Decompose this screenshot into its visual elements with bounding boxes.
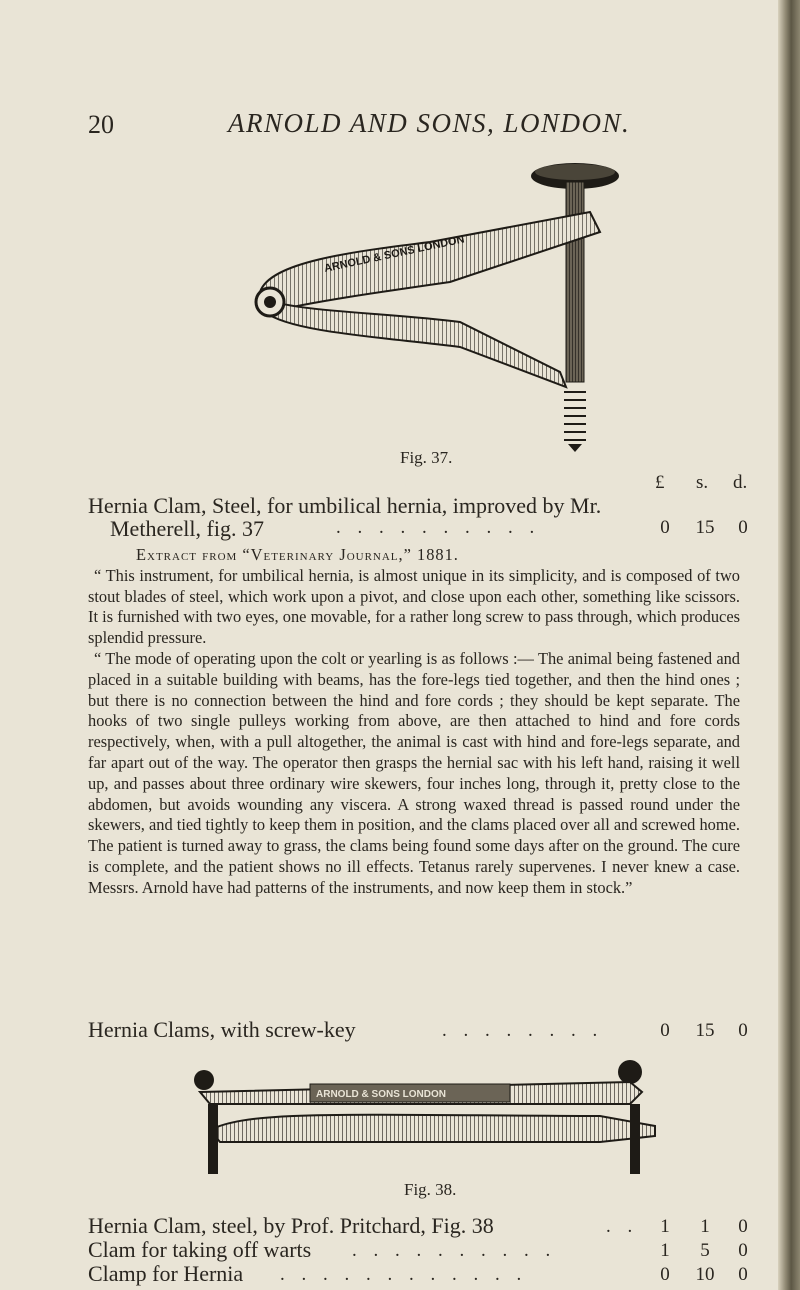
leader-dots: . . . . . . . . [442,1020,604,1041]
price-pence: 0 [738,517,748,538]
extract-heading: Extract from “Veterinary Journal,” 1881. [136,545,459,564]
running-header: ARNOLD AND SONS, LONDON. [228,108,631,138]
figure-37-engraving: ARNOLD & SONS LONDON [323,233,466,275]
leader-dots: . . . . . . . . . . . . [280,1264,528,1285]
price-shillings: 15 [695,1020,715,1041]
price-pence: 0 [738,1020,748,1041]
figure-37-hernia-clam-illustration [230,162,630,452]
item-clam-warts: Clam for taking off warts [88,1237,312,1262]
price-shillings: 5 [700,1240,710,1261]
currency-shillings-heading: s. [696,472,709,493]
item-pritchard-clam: Hernia Clam, steel, by Prof. Pritchard, Fig. 38 [88,1213,494,1238]
price-pounds: 0 [660,517,670,538]
extract-body [88,545,740,899]
price-pence: 0 [738,1240,748,1261]
figure-38-caption: Fig. 38. [404,1180,457,1199]
price-pence: 0 [738,1264,748,1285]
figure-38-pritchard-clam-illustration [190,1060,660,1180]
page-number: 20 [88,110,114,139]
price-pounds: 1 [660,1240,670,1261]
price-shillings: 10 [695,1264,715,1285]
price-pounds: 1 [660,1216,670,1237]
figure-38-engraving: ARNOLD & SONS LONDON [316,1089,446,1100]
currency-pounds-heading: £ [655,472,665,493]
extract-paragraph-2: “ The mode of operating upon the colt or yearling is as follows :— The animal being fastened and placed in a suitable building with beams, has the fore-legs tied together, and then the hind ones ; but there is no connection between the hind and fore cords ; they should be kept separate. The hooks of two single pulleys working from above, are then attached to hind and fore cords respectively, when, with a pull altogether, the animal is cast with hind and fore-legs separate, and far apart out of the way. The operator then grasps the hernial sac with his left hand, raising it well up, and passes about three ordinary wire skewers, four inches long, through it, pretty close to the abdomen, but avoids wounding any viscera. A strong waxed thread is passed round under the skewers, and tied tightly to keep them in position, and the clams placed over all and screwed home. The patient is turned away to grass, the clams being found some days after on the ground. The cure is complete, and the patient shows no ill effects. Tetanus rarely supervenes. I never knew a case. Messrs. Arnold have had patterns of the instruments, and now keep them in stock.” [88,648,740,897]
price-shillings: 1 [700,1216,710,1237]
leader-dots: . . [606,1216,639,1237]
item-hernia-clam-metherell-line1: Hernia Clam, Steel, for umbilical hernia, improved by Mr. [88,493,602,518]
item-clamp-hernia: Clamp for Hernia [88,1261,244,1286]
figure-37-caption: Fig. 37. [400,448,453,467]
price-shillings: 15 [695,517,715,538]
price-pounds: 0 [660,1020,670,1041]
leader-dots: . . . . . . . . . . [352,1240,557,1261]
price-pounds: 0 [660,1264,670,1285]
item-hernia-clams-screw-key: Hernia Clams, with screw-key [88,1017,356,1042]
leader-dots: . . . . . . . . . . [336,517,541,538]
extract-paragraph-1: “ This instrument, for umbilical hernia, is almost unique in its simplicity, and is composed of two stout blades of steel, which work upon a pivot, and close upon each other, something like scissors. It is furnished with two eyes, one movable, for a rather long screw to pass through, which produces splendid pressure. [88,565,740,648]
price-pence: 0 [738,1216,748,1237]
item-hernia-clam-metherell-line2: Metherell, fig. 37 [110,516,264,541]
page-edge-shadow [778,0,800,1290]
currency-pence-heading: d. [733,472,748,493]
